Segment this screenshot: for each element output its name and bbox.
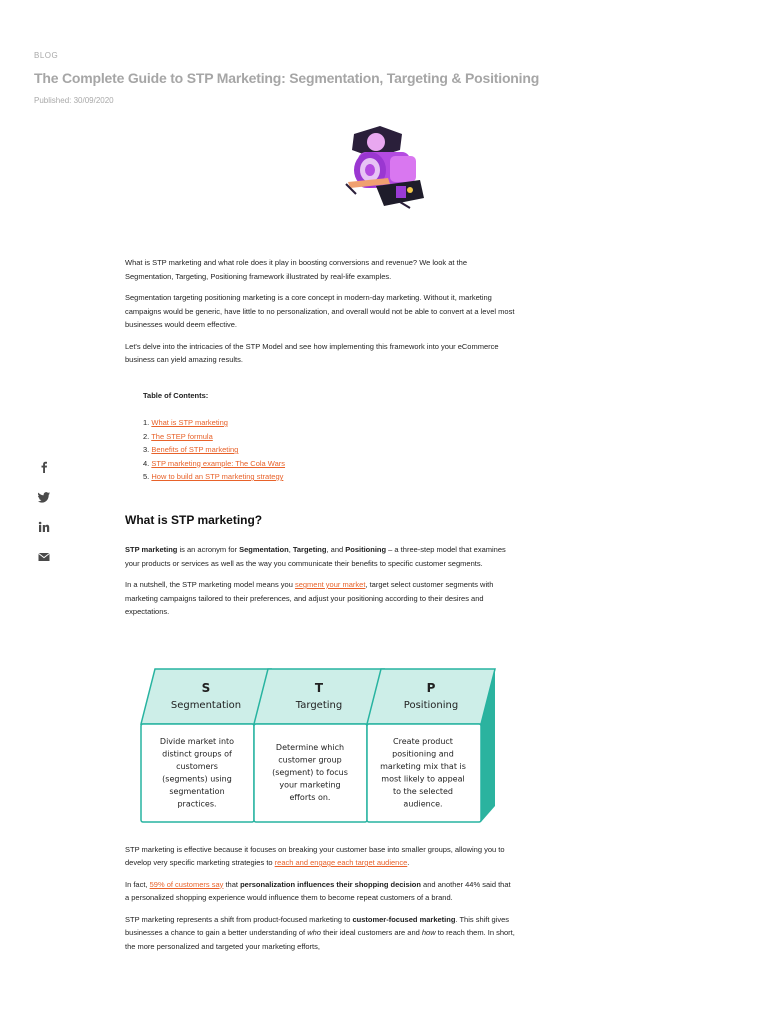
text-run: is an acronym for xyxy=(177,545,240,554)
desc-line: Create product xyxy=(393,737,453,746)
toc-number: 5. xyxy=(143,472,150,481)
desc-line: segmentation xyxy=(169,787,225,796)
letter-s: S xyxy=(201,681,211,695)
text-run: STP marketing represents a shift from product-focused marketing to xyxy=(125,914,353,924)
page-title: The Complete Guide to STP Marketing: Segmentation, Targeting & Positioning xyxy=(34,70,540,86)
desc-line: most likely to appeal xyxy=(381,774,465,784)
toc-link-benefits[interactable]: Benefits of STP marketing xyxy=(151,445,239,454)
toc-item xyxy=(143,457,515,471)
text-run: . xyxy=(407,858,410,867)
facebook-icon[interactable] xyxy=(37,460,51,474)
text-run: In a nutshell, the STP marketing model means you xyxy=(125,580,295,589)
text-run: that xyxy=(223,879,241,889)
term-stp: STP marketing xyxy=(125,545,178,554)
text-run: . This shift gives businesses a chance to gain a better understanding of xyxy=(125,914,510,937)
segment-market-link[interactable]: segment your market xyxy=(294,580,366,589)
term-positioning: Positioning xyxy=(345,545,387,554)
text-run: , and xyxy=(326,545,346,554)
fact-paragraph xyxy=(125,878,515,905)
desc-line: your marketing xyxy=(279,780,341,790)
shift-paragraph xyxy=(125,913,515,954)
header-cell-p xyxy=(367,669,495,724)
letter-p: P xyxy=(426,681,436,695)
text-run: STP marketing is effective because it focuses on breaking your customer base into smaller groups, allowing you to develop very specific marketing strategies to xyxy=(125,844,505,867)
toc-link-cola-wars[interactable]: STP marketing example: The Cola Wars xyxy=(151,458,286,468)
toc-item xyxy=(143,443,515,457)
desc-line: practices. xyxy=(177,799,217,809)
desc-line: Divide market into xyxy=(159,737,235,746)
toc-number: 2. xyxy=(143,431,150,441)
email-icon[interactable] xyxy=(37,550,51,564)
share-bar xyxy=(37,460,51,580)
toc-number: 3. xyxy=(143,445,150,454)
stp-diagram xyxy=(138,666,500,828)
letter-t: T xyxy=(314,681,324,695)
desc-line: (segment) to focus xyxy=(272,768,348,777)
desc-line: Determine which xyxy=(275,743,345,752)
italic-word: how xyxy=(421,928,436,937)
text-run: , target select customer segments with marketing campaigns tailored to their preferences, and adjust your positioning according to their desires and expectations. xyxy=(125,580,494,616)
section-heading: What is STP marketing? xyxy=(125,512,263,527)
bold-phrase: personalization influences their shopping decision xyxy=(240,879,421,889)
text-run: and another 44% said that a personalized shopping experience would influence them to become repeat customers of a brand. xyxy=(125,879,511,902)
desc-line: customer group xyxy=(278,755,342,765)
toc-number: 1. xyxy=(143,418,150,427)
published-date: Published: 30/09/2020 xyxy=(34,96,114,105)
column-name-p: Positioning xyxy=(403,700,459,711)
customers-say-link[interactable]: 59% of customers say xyxy=(149,879,224,889)
header-cell-s xyxy=(141,669,271,724)
toc-number: 4. xyxy=(143,458,150,468)
intro-paragraph-2: Segmentation targeting positioning marketing is a core concept in modern-day marketing. Without it, marketing campaigns would be generic, have little to no personalization, and overall would not be able to convert at a level most businesses would deem effective. xyxy=(125,293,515,329)
intro-paragraph-3: Let's delve into the intricacies of the STP Model and see how implementing this framework into your eCommerce business can yield amazing results. xyxy=(125,341,499,364)
intro-paragraph-1: What is STP marketing and what role does it play in boosting conversions and revenue? We look at the Segmentation, Targeting, Positioning framework illustrated by real-life examples. xyxy=(125,258,467,281)
toc-link-build-strategy[interactable]: How to build an STP marketing strategy xyxy=(151,472,284,481)
italic-word: who xyxy=(307,928,321,937)
toc-item xyxy=(143,430,515,444)
table-of-contents xyxy=(143,389,515,484)
nutshell-paragraph xyxy=(125,578,515,619)
linkedin-icon[interactable] xyxy=(37,520,51,534)
twitter-icon[interactable] xyxy=(37,490,51,504)
toc-link-step-formula[interactable]: The STEP formula xyxy=(151,431,213,441)
column-name-t: Targeting xyxy=(295,700,343,711)
desc-line: marketing mix that is xyxy=(380,762,466,771)
desc-line: audience. xyxy=(403,799,443,809)
reach-engage-link[interactable]: reach and engage each target audience xyxy=(274,858,408,867)
text-run: to reach them. In short, the more personalized and targeted your marketing efforts, xyxy=(125,928,515,951)
toc-list xyxy=(143,416,515,484)
desc-line: to the selected xyxy=(392,787,454,796)
toc-item xyxy=(143,470,515,484)
desc-line: efforts on. xyxy=(289,793,331,802)
article-body xyxy=(125,256,515,961)
desc-line: positioning and xyxy=(392,749,454,759)
definition-paragraph xyxy=(125,543,515,570)
column-name-s: Segmentation xyxy=(170,700,242,711)
text-run: – a three-step model that examines your products or services as well as the way you communicate their benefits to specific customer segments. xyxy=(125,545,506,568)
toc-link-what-is-stp[interactable]: What is STP marketing xyxy=(151,418,228,427)
hero-illustration xyxy=(340,124,430,210)
bold-phrase: customer-focused marketing xyxy=(352,914,456,924)
desc-line: customers xyxy=(176,762,218,771)
effective-paragraph xyxy=(125,843,515,870)
toc-title: Table of Contents: xyxy=(143,390,209,400)
category-label[interactable]: BLOG xyxy=(34,51,59,60)
text-run: their ideal customers are and xyxy=(320,928,422,937)
term-targeting: Targeting xyxy=(292,545,327,554)
text-run: In fact, xyxy=(125,879,150,889)
desc-line: distinct groups of xyxy=(162,749,232,759)
header-cell-t xyxy=(254,669,384,724)
term-segmentation: Segmentation xyxy=(239,545,289,554)
desc-line: (segments) using xyxy=(162,774,232,784)
toc-item xyxy=(143,416,515,430)
text-run: , xyxy=(288,545,293,554)
